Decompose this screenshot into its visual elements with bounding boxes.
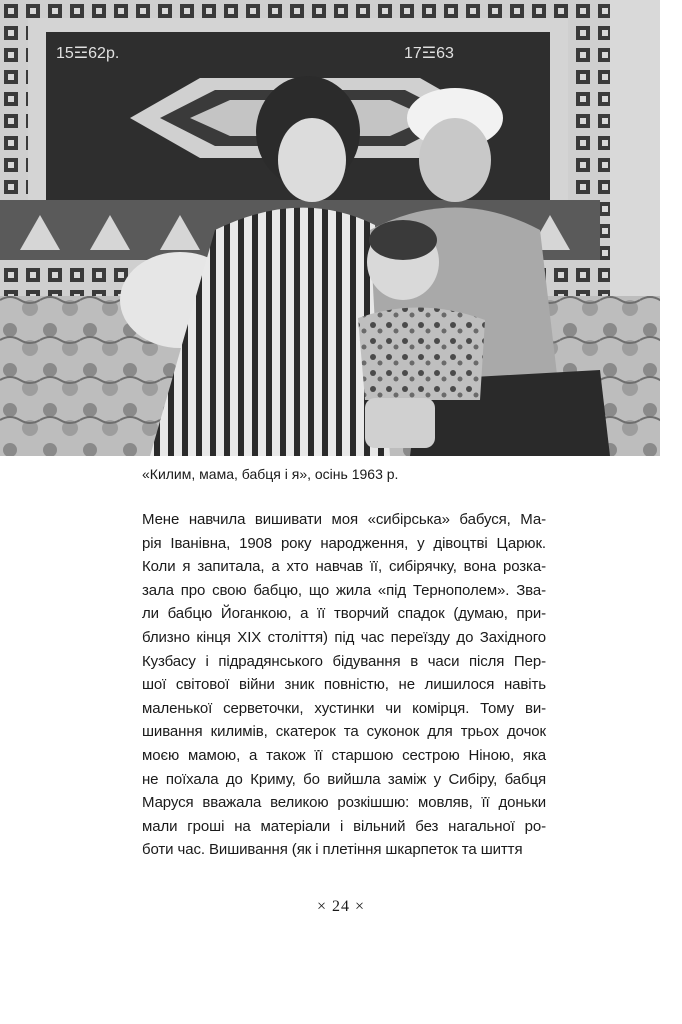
text-line: шої світової війни зник повністю, не лишилося навіть	[142, 676, 546, 694]
text-line: близно кінця XIX століття) під час переїзду до Західного	[142, 628, 546, 646]
text-line: Маруся вважала великою розкішшю: мовляв, її доньки	[142, 794, 546, 812]
text-line: рія Іванівна, 1908 року народження, у дівоцтві Царюк.	[142, 534, 546, 552]
carpet-right-date: 17☲63	[404, 45, 454, 62]
photo-caption: «Килим, мама, бабця і я», осінь 1963 р.	[142, 466, 399, 482]
family-photo	[0, 0, 660, 456]
page-number: × 24 ×	[316, 898, 366, 915]
text-line: Кузбасу і підрадянського бідування в часи після Пер-	[142, 652, 546, 670]
text-line: маленької серветочки, хустинки чи комірця. Тому ви-	[142, 699, 546, 717]
text-line: моєю мамою, а також її старшою сестрою Ніною, яка	[142, 746, 546, 764]
text-line: боти час. Вишивання (як і плетіння шкарпеток та шиття	[142, 841, 523, 859]
text-line: не поїхала до Криму, бо вийшла заміж у Сибіру, бабця	[142, 770, 546, 788]
text-line: зала про свою бабцю, що жила «під Тернополем». Зва-	[142, 581, 546, 599]
text-line: мали гроші на матеріали і вільний без нагальної ро-	[142, 817, 546, 835]
carpet-left-date: 15☲62р.	[56, 45, 120, 62]
body-paragraph	[142, 508, 546, 862]
text-line: ли бабцю Йоганкою, а її творчий спадок (думаю, при-	[142, 605, 546, 623]
text-line: Коли я запитала, а хто навчав її, сибірячку, вона розка-	[142, 558, 546, 576]
text-line: шивання килимів, скатерок та суконок для трьох дочок	[142, 723, 546, 741]
text-line: Мене навчила вишивати моя «сибірська» бабуся, Ма-	[142, 511, 546, 528]
